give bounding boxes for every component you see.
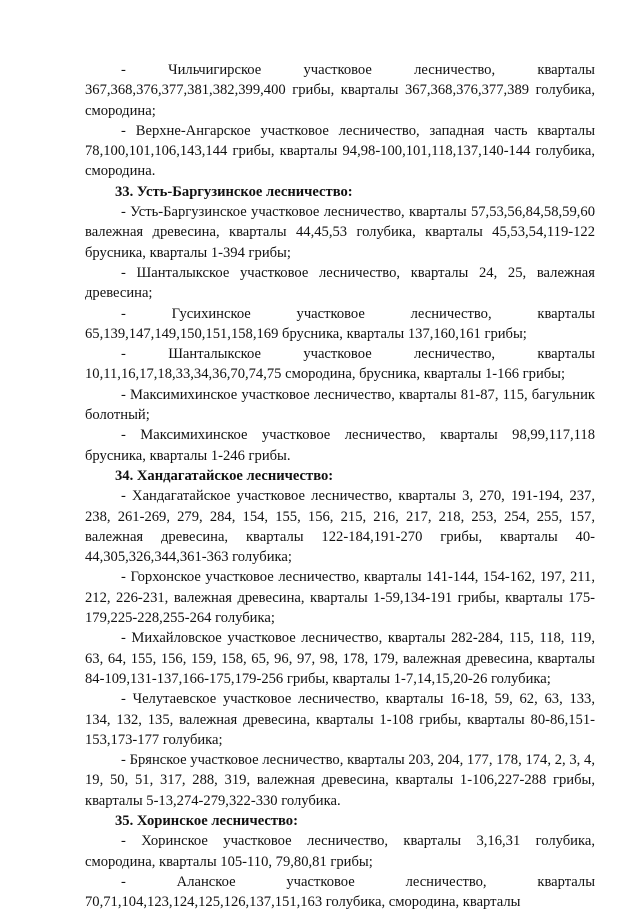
section-heading: 33. Усть-Баргузинское лесничество: xyxy=(115,183,353,200)
paragraph: - Брянское участковое лесничество, кварталы 203, 204, 177, 178, 174, 2, 3, 4, 19, 50, 51, 317, 288, 319, валежная древесина, кварталы 1-106,227-288 грибы, кварталы 5-13,274-279,322-330 голубика. xyxy=(85,752,595,809)
paragraph: - Шанталыкское участковое лесничество, кварталы 10,11,16,17,18,33,34,36,70,74,75 смородина, брусника, кварталы 1-166 грибы; xyxy=(85,346,595,383)
document-page xyxy=(85,60,595,912)
paragraph: - Хоринское участковое лесничество, кварталы 3,16,31 голубика, смородина, кварталы 105-110, 79,80,81 грибы; xyxy=(85,833,595,870)
paragraph: - Верхне-Ангарское участковое лесничество, западная часть кварталы 78,100,101,106,143,144 грибы, кварталы 94,98-100,101,118,137,140-144 голубика, смородина. xyxy=(85,122,595,180)
section-heading: 35. Хоринское лесничество: xyxy=(115,812,298,829)
paragraph: - Челутаевское участковое лесничество, кварталы 16-18, 59, 62, 63, 133, 134, 132, 135, валежная древесина, кварталы 1-108 грибы, кварталы 80-86,151-153,173-177 голубика; xyxy=(85,691,595,748)
paragraph: - Гусихинское участковое лесничество, кварталы 65,139,147,149,150,151,158,169 брусника, кварталы 137,160,161 грибы; xyxy=(85,305,595,342)
paragraph: - Максимихинское участковое лесничество, кварталы 81-87, 115, багульник болотный; xyxy=(85,386,595,424)
paragraph: - Хандагатайское участковое лесничество, кварталы 3, 270, 191-194, 237, 238, 261-269, 279, 284, 154, 155, 156, 215, 216, 217, 218, 253, 254, 255, 157, валежная древесина, кварталы 122-184,191-270 грибы, кварталы 40-44,305,326,344,361-363 голубика; xyxy=(85,488,595,566)
paragraph: - Максимихинское участковое лесничество, кварталы 98,99,117,118 брусника, кварталы 1-246 грибы. xyxy=(85,427,595,464)
paragraph: - Аланское участковое лесничество, кварталы 70,71,104,123,124,125,126,137,151,163 голубика, смородина, кварталы xyxy=(85,873,595,911)
paragraph: - Шанталыкское участковое лесничество, кварталы 24, 25, валежная древесина; xyxy=(85,264,595,302)
paragraph: - Горхонское участковое лесничество, кварталы 141-144, 154-162, 197, 211, 212, 226-231, валежная древесина, кварталы 1-59,134-191 грибы, кварталы 175-179,225-228,255-264 голубика; xyxy=(85,569,595,627)
paragraph: - Чильчигирское участковое лесничество, кварталы 367,368,376,377,381,382,399,400 грибы, кварталы 367,368,376,377,389 голубика, смородина; xyxy=(85,62,595,119)
paragraph: - Михайловское участковое лесничество, кварталы 282-284, 115, 118, 119, 63, 64, 155, 156, 159, 158, 65, 96, 97, 98, 178, 179, валежная древесина, кварталы 84-109,131-137,166-175,179-256 грибы, кварталы 1-7,14,15,20-26 голубика; xyxy=(85,630,595,687)
section-heading: 34. Хандагатайское лесничество: xyxy=(115,467,334,484)
paragraph: - Усть-Баргузинское участковое лесничество, кварталы 57,53,56,84,58,59,60 валежная древесина, кварталы 44,45,53 голубика, кварталы 45,53,54,119-122 брусника, кварталы 1-394 грибы; xyxy=(85,204,595,261)
